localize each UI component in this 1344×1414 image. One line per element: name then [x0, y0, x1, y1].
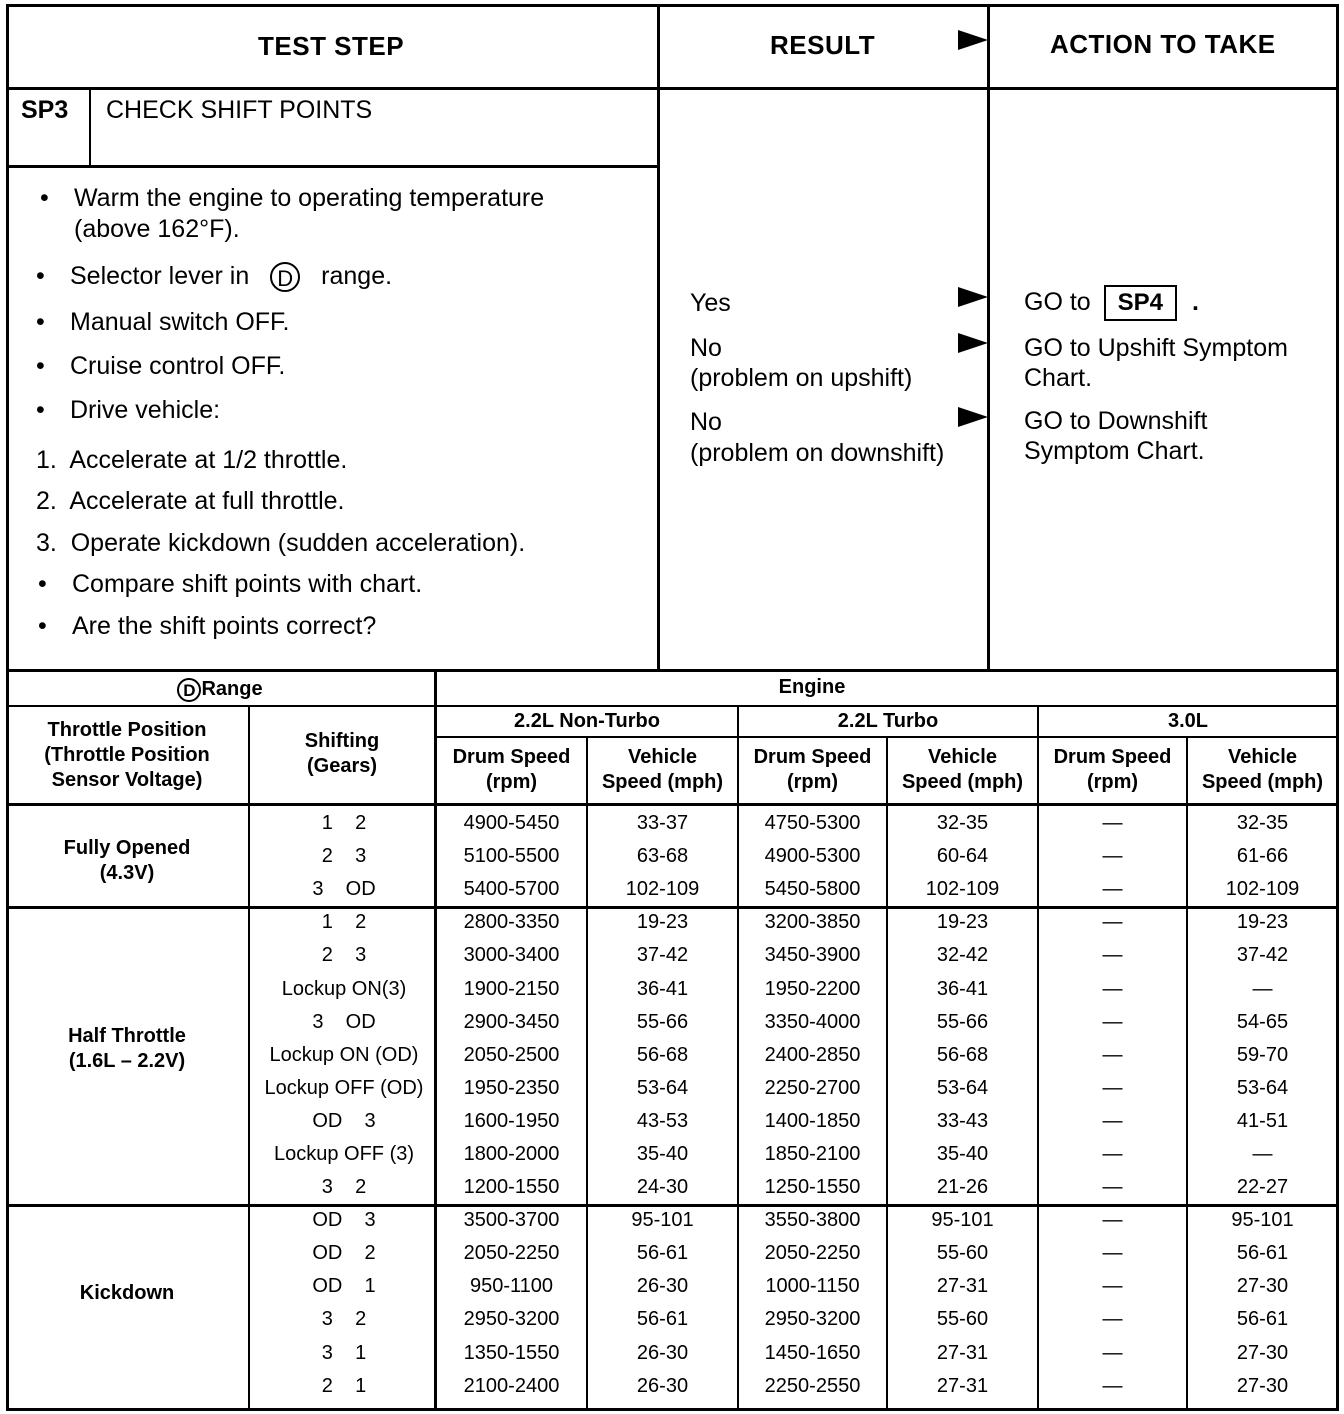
table-cell: 1000-1150 [765, 1275, 860, 1297]
table-cell: 53-64 [1236, 1077, 1289, 1099]
table-cell: 24-30 [636, 1176, 689, 1198]
table-cell: 19-23 [636, 911, 689, 933]
table-cell: 5400-5700 [463, 878, 560, 900]
table-cell: — [1102, 1044, 1123, 1066]
arrow-yes-icon [958, 287, 988, 307]
table-cell: 55-60 [936, 1242, 989, 1264]
table-cell: — [1102, 944, 1123, 966]
shift-gears: OD 3 [312, 1110, 376, 1132]
drum-l2: (rpm) [1086, 771, 1139, 793]
instruction-num-2: 2. Accelerate at full throttle. [36, 487, 345, 515]
table-cell: 4900-5300 [764, 845, 861, 867]
range-label: Range [201, 678, 263, 700]
result-no-downshift-sub: (problem on downshift) [690, 439, 945, 467]
instruction-compare: • Compare shift points with chart. [72, 570, 422, 599]
table-cell: 26-30 [636, 1342, 689, 1364]
table-cell: — [1102, 1342, 1123, 1364]
table-cell: 36-41 [636, 978, 689, 1000]
table-cell: 56-61 [1236, 1242, 1289, 1264]
table-cell: — [1102, 812, 1123, 834]
veh-l2: Speed (mph) [601, 771, 724, 793]
table-cell: — [1102, 1275, 1123, 1297]
table-cell: 102-109 [925, 878, 1000, 900]
table-cell: 27-30 [1236, 1342, 1289, 1364]
table-cell: 32-35 [1236, 812, 1289, 834]
throttle-header-l3: Sensor Voltage) [51, 769, 203, 791]
shifting-header-l1: Shifting [304, 730, 380, 752]
instruction-num-3: 3. Operate kickdown (sudden acceleration). [36, 529, 526, 557]
shift-gears: 2 3 [321, 845, 367, 867]
result-no-downshift: No [690, 408, 722, 436]
table-cell: — [1102, 878, 1123, 900]
step-code: SP3 [21, 96, 69, 124]
instruction-cruise: • Cruise control OFF. [70, 352, 285, 381]
table-cell: 3350-4000 [764, 1011, 861, 1033]
table-cell: 26-30 [636, 1275, 689, 1297]
group-kickdown [6, 1281, 248, 1306]
arrow-no-downshift-icon [958, 407, 988, 427]
table-cell: 61-66 [1236, 845, 1289, 867]
table-cell: — [1102, 911, 1123, 933]
drive-range-circle-icon: D [270, 262, 300, 292]
table-cell: 55-66 [936, 1011, 989, 1033]
table-cell: 32-35 [936, 812, 989, 834]
sp4-link[interactable]: SP4 [1104, 285, 1177, 321]
engine-turbo: 2.2L Turbo [837, 710, 939, 732]
veh-l1: Vehicle [628, 746, 697, 768]
table-cell: 1850-2100 [764, 1143, 861, 1165]
table-cell: 95-101 [1231, 1209, 1294, 1231]
action-period: . [1191, 288, 1199, 316]
action-goto-text: GO to [1024, 288, 1091, 316]
table-cell: 53-64 [636, 1077, 689, 1099]
table-cell: — [1102, 1308, 1123, 1330]
table-cell: 22-27 [1236, 1176, 1289, 1198]
result-no-upshift-sub: (problem on upshift) [690, 364, 913, 392]
shift-gears: OD 3 [312, 1209, 376, 1231]
table-cell: — [1102, 1077, 1123, 1099]
drum-l1: Drum Speed [753, 746, 872, 768]
shift-gears: OD 2 [312, 1242, 376, 1264]
table-cell: 56-68 [936, 1044, 989, 1066]
table-cell: 1950-2200 [764, 978, 861, 1000]
group-label-l2: (1.6L – 2.2V) [68, 1050, 186, 1072]
table-cell: 102-109 [1225, 878, 1300, 900]
shift-gears: 1 2 [321, 812, 367, 834]
shifting-header [250, 729, 434, 779]
instruction-warm-cont: (above 162°F). [74, 215, 240, 243]
group-label-l2: (4.3V) [99, 862, 155, 884]
arrow-no-upshift-icon [958, 333, 988, 353]
table-cell: 3500-3700 [463, 1209, 560, 1231]
shifting-header-l2: (Gears) [306, 755, 378, 777]
veh-l1: Vehicle [928, 746, 997, 768]
col-veh-1 [588, 745, 737, 795]
col-veh-3 [1188, 745, 1337, 795]
shift-gears: 3 OD [312, 878, 376, 900]
throttle-header-l2: (Throttle Position [44, 744, 210, 766]
action-header: ACTION TO TAKE [1050, 29, 1276, 59]
table-cell: 2250-2550 [764, 1375, 861, 1397]
table-cell: 33-37 [636, 812, 689, 834]
group-half-throttle [6, 1024, 248, 1074]
table-cell: 27-31 [936, 1375, 989, 1397]
result-header: RESULT [770, 30, 876, 60]
table-cell: — [1252, 1143, 1273, 1165]
table-cell: 1250-1550 [764, 1176, 861, 1198]
action-downshift-l1: GO to Downshift [1024, 407, 1208, 435]
shift-gears: 2 3 [321, 944, 367, 966]
table-cell: 35-40 [636, 1143, 689, 1165]
col-drum-1 [437, 745, 586, 795]
table-cell: 59-70 [1236, 1044, 1289, 1066]
table-cell: 33-43 [936, 1110, 989, 1132]
shift-gears: Lockup OFF (3) [273, 1143, 415, 1165]
table-cell: 37-42 [636, 944, 689, 966]
table-cell: 54-65 [1236, 1011, 1289, 1033]
table-cell: 2800-3350 [463, 911, 560, 933]
table-cell: 2900-3450 [463, 1011, 560, 1033]
table-cell: 1350-1550 [463, 1342, 560, 1364]
shift-gears: 3 1 [321, 1342, 367, 1364]
table-cell: 4900-5450 [463, 812, 560, 834]
col-drum-3 [1039, 745, 1186, 795]
shift-gears: 3 2 [321, 1176, 367, 1198]
veh-l1: Vehicle [1228, 746, 1297, 768]
table-cell: 56-61 [1236, 1308, 1289, 1330]
table-cell: 1200-1550 [463, 1176, 560, 1198]
table-cell: — [1102, 1209, 1123, 1231]
shift-gears: 3 2 [321, 1308, 367, 1330]
table-cell: 32-42 [936, 944, 989, 966]
table-cell: 3550-3800 [764, 1209, 861, 1231]
table-cell: 5450-5800 [764, 878, 861, 900]
table-cell: 2050-2250 [764, 1242, 861, 1264]
table-cell: 102-109 [625, 878, 700, 900]
shift-gears: 1 2 [321, 911, 367, 933]
shift-gears: 2 1 [321, 1375, 367, 1397]
table-cell: 27-31 [936, 1275, 989, 1297]
range-header [6, 677, 434, 702]
table-cell: 19-23 [1236, 911, 1289, 933]
throttle-header-l1: Throttle Position [47, 719, 207, 741]
table-cell: 19-23 [936, 911, 989, 933]
table-cell: 55-66 [636, 1011, 689, 1033]
table-cell: 56-61 [636, 1308, 689, 1330]
table-cell: 2250-2700 [764, 1077, 861, 1099]
table-cell: 43-53 [636, 1110, 689, 1132]
drum-l2: (rpm) [485, 771, 538, 793]
test-step-header: TEST STEP [258, 31, 405, 61]
table-cell: 1450-1650 [764, 1342, 861, 1364]
engine-header: Engine [778, 676, 846, 698]
action-downshift-l2: Symptom Chart. [1024, 437, 1205, 465]
shift-gears: Lockup OFF (OD) [264, 1077, 424, 1099]
table-cell: — [1102, 1176, 1123, 1198]
action-upshift-l2: Chart. [1024, 364, 1093, 392]
table-cell: 2050-2250 [463, 1242, 560, 1264]
engine-30l: 3.0L [1167, 710, 1209, 732]
result-yes: Yes [690, 289, 731, 317]
table-cell: 41-51 [1236, 1110, 1289, 1132]
table-cell: 950-1100 [469, 1275, 554, 1297]
drum-l1: Drum Speed [1053, 746, 1172, 768]
action-goto-sp4 [1024, 285, 1199, 321]
table-cell: 1900-2150 [463, 978, 560, 1000]
drum-l2: (rpm) [786, 771, 839, 793]
table-cell: 27-30 [1236, 1375, 1289, 1397]
table-cell: 4750-5300 [764, 812, 861, 834]
col-veh-2 [888, 745, 1037, 795]
drum-l1: Drum Speed [452, 746, 571, 768]
table-cell: 3000-3400 [463, 944, 560, 966]
table-cell: 27-30 [1236, 1275, 1289, 1297]
table-cell: 95-101 [931, 1209, 994, 1231]
engine-non-turbo: 2.2L Non-Turbo [514, 710, 660, 732]
table-cell: 2950-3200 [764, 1308, 861, 1330]
table-cell: 56-61 [636, 1242, 689, 1264]
table-cell: 55-60 [936, 1308, 989, 1330]
table-cell: — [1102, 1143, 1123, 1165]
instruction-warm: • Warm the engine to operating temperature [74, 184, 544, 213]
table-cell: 21-26 [936, 1176, 989, 1198]
group-fully-opened [6, 836, 248, 886]
throttle-header [6, 718, 248, 793]
shift-gears: 3 OD [312, 1011, 376, 1033]
range-circle-icon: D [177, 678, 201, 702]
table-cell: — [1102, 1011, 1123, 1033]
group-label-l1: Kickdown [79, 1282, 175, 1304]
group-label-l1: Fully Opened [63, 837, 191, 859]
step-title: CHECK SHIFT POINTS [106, 96, 373, 124]
table-cell: 95-101 [631, 1209, 694, 1231]
group-label-l1: Half Throttle [68, 1025, 186, 1047]
table-cell: — [1102, 1375, 1123, 1397]
result-no-upshift: No [690, 334, 722, 362]
selector-text: Selector lever in [70, 262, 250, 290]
shift-gears: Lockup ON(3) [281, 978, 407, 1000]
table-cell: — [1102, 845, 1123, 867]
table-cell: 3200-3850 [764, 911, 861, 933]
table-cell: — [1102, 978, 1123, 1000]
veh-l2: Speed (mph) [1201, 771, 1324, 793]
header-arrow-icon [958, 30, 988, 50]
table-cell: — [1252, 978, 1273, 1000]
shift-gears: Lockup ON (OD) [269, 1044, 419, 1066]
table-cell: 1800-2000 [463, 1143, 560, 1165]
table-cell: 36-41 [936, 978, 989, 1000]
table-cell: 26-30 [636, 1375, 689, 1397]
selector-range-text: range. [321, 262, 393, 290]
table-cell: 5100-5500 [463, 845, 560, 867]
instruction-question: • Are the shift points correct? [72, 612, 376, 641]
table-cell: 2950-3200 [463, 1308, 560, 1330]
table-cell: 2400-2850 [764, 1044, 861, 1066]
table-cell: 63-68 [636, 845, 689, 867]
table-cell: 35-40 [936, 1143, 989, 1165]
instruction-manual-switch: • Manual switch OFF. [70, 308, 290, 337]
table-cell: 2100-2400 [463, 1375, 560, 1397]
table-cell: 1950-2350 [463, 1077, 560, 1099]
table-cell: — [1102, 1242, 1123, 1264]
table-cell: 37-42 [1236, 944, 1289, 966]
table-cell: — [1102, 1110, 1123, 1132]
table-cell: 56-68 [636, 1044, 689, 1066]
instruction-num-1: 1. Accelerate at 1/2 throttle. [36, 446, 348, 474]
table-cell: 1400-1850 [764, 1110, 861, 1132]
instruction-drive: • Drive vehicle: [70, 396, 220, 425]
table-cell: 2050-2500 [463, 1044, 560, 1066]
table-cell: 1600-1950 [463, 1110, 560, 1132]
table-cell: 3450-3900 [764, 944, 861, 966]
table-cell: 27-31 [936, 1342, 989, 1364]
veh-l2: Speed (mph) [901, 771, 1024, 793]
shift-gears: OD 1 [312, 1275, 376, 1297]
table-cell: 60-64 [936, 845, 989, 867]
table-cell: 53-64 [936, 1077, 989, 1099]
action-upshift-l1: GO to Upshift Symptom [1024, 334, 1288, 362]
instruction-selector [70, 262, 392, 292]
col-drum-2 [739, 745, 886, 795]
